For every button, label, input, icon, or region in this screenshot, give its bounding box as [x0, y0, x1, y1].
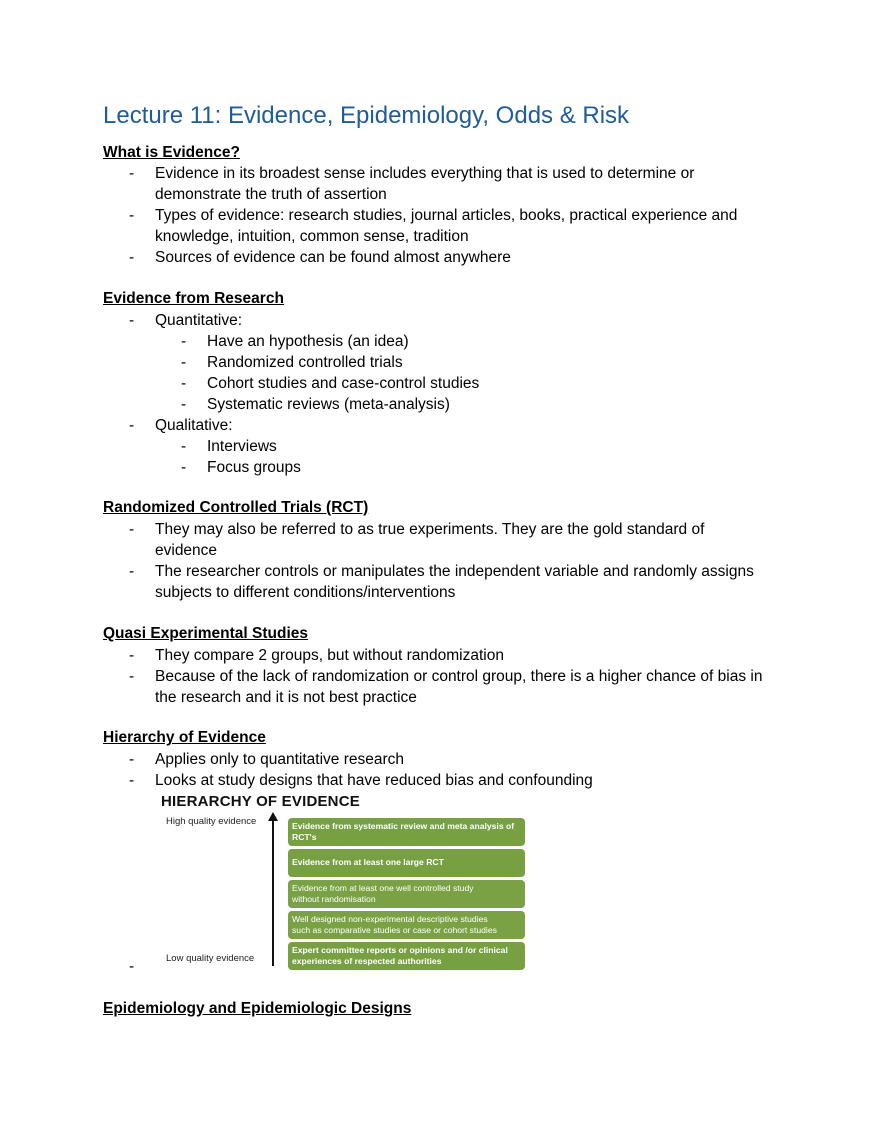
heading-epidemiology: Epidemiology and Epidemiologic Designs — [103, 1000, 412, 1017]
document-page: Lecture 11: Evidence, Epidemiology, Odds & Risk What is Evidence? - Evidence in its broadest sense includes everything that is used to determine or demonstrate the truth of assertion - Types of evidence: research studies, journal articles, books, practical experience and knowledge, intuition, common sense, tradition - Sources of evidence can be found almost anywhere Evidence from Research - Quantitative: - Have an hypothesis (an idea) - Randomized controlled trials - Cohort studies and case-control studies - Systematic reviews (meta-analysis) - Qualitative: - Interviews - Focus groups Randomized Controlled Trials (RCT) - They may also be referred to as true experiments. They are the gold standard of evidence - The researcher controls or manipulates the independent variable and randomly assigns subjects to different conditions/interventions Quasi Experimental Studies - They compare 2 groups, but without randomization - Because of the lack of randomization or control group, there is a higher chance of bias in the research and it is not best practice Hierarchy of Evidence - Applies only to quantitative research - Looks at study designs that have reduced bias and confounding HIERARCHY OF EVIDENCE High quality evidence Low quality evidence Evidence from systematic review and meta analysis of RCT's Evidence from at least one large RCT Evidence from at least one well controlled study without randomisation Well designed non-experimental descriptive studies such as comparative studies or case or cohort studies Expert committee reports or opinions and /or clinical experiences of respected authorities - Epidemiology and Epidemiologic Designs — [103, 102, 763, 1017]
arrow-shaft — [272, 820, 274, 966]
page-title: Lecture 11: Evidence, Epidemiology, Odds & Risk — [103, 102, 630, 129]
hierarchy-of-evidence-figure — [158, 790, 538, 972]
high-quality-label: High quality evidence — [166, 816, 257, 827]
heading-what-is-evidence: What is Evidence? — [103, 144, 240, 161]
empty-list-dash: - — [129, 958, 135, 975]
evidence-level-5: Expert committee reports or opinions and /or clinical experiences of respected authorities — [288, 942, 525, 970]
evidence-level-3: Evidence from at least one well controlled study without randomisation — [288, 880, 525, 908]
evidence-level-4: Well designed non-experimental descriptive studies such as comparative studies or case or cohort studies — [288, 911, 525, 939]
figure-title: HIERARCHY OF EVIDENCE — [161, 793, 360, 810]
heading-hierarchy-of-evidence: Hierarchy of Evidence — [103, 729, 266, 746]
low-quality-label: Low quality evidence — [166, 953, 255, 964]
heading-rct: Randomized Controlled Trials (RCT) — [103, 499, 369, 516]
heading-evidence-from-research: Evidence from Research — [103, 290, 284, 307]
evidence-level-2: Evidence from at least one large RCT — [288, 849, 525, 877]
heading-quasi-experimental: Quasi Experimental Studies — [103, 625, 309, 642]
evidence-level-1: Evidence from systematic review and meta analysis of RCT's — [288, 818, 525, 846]
